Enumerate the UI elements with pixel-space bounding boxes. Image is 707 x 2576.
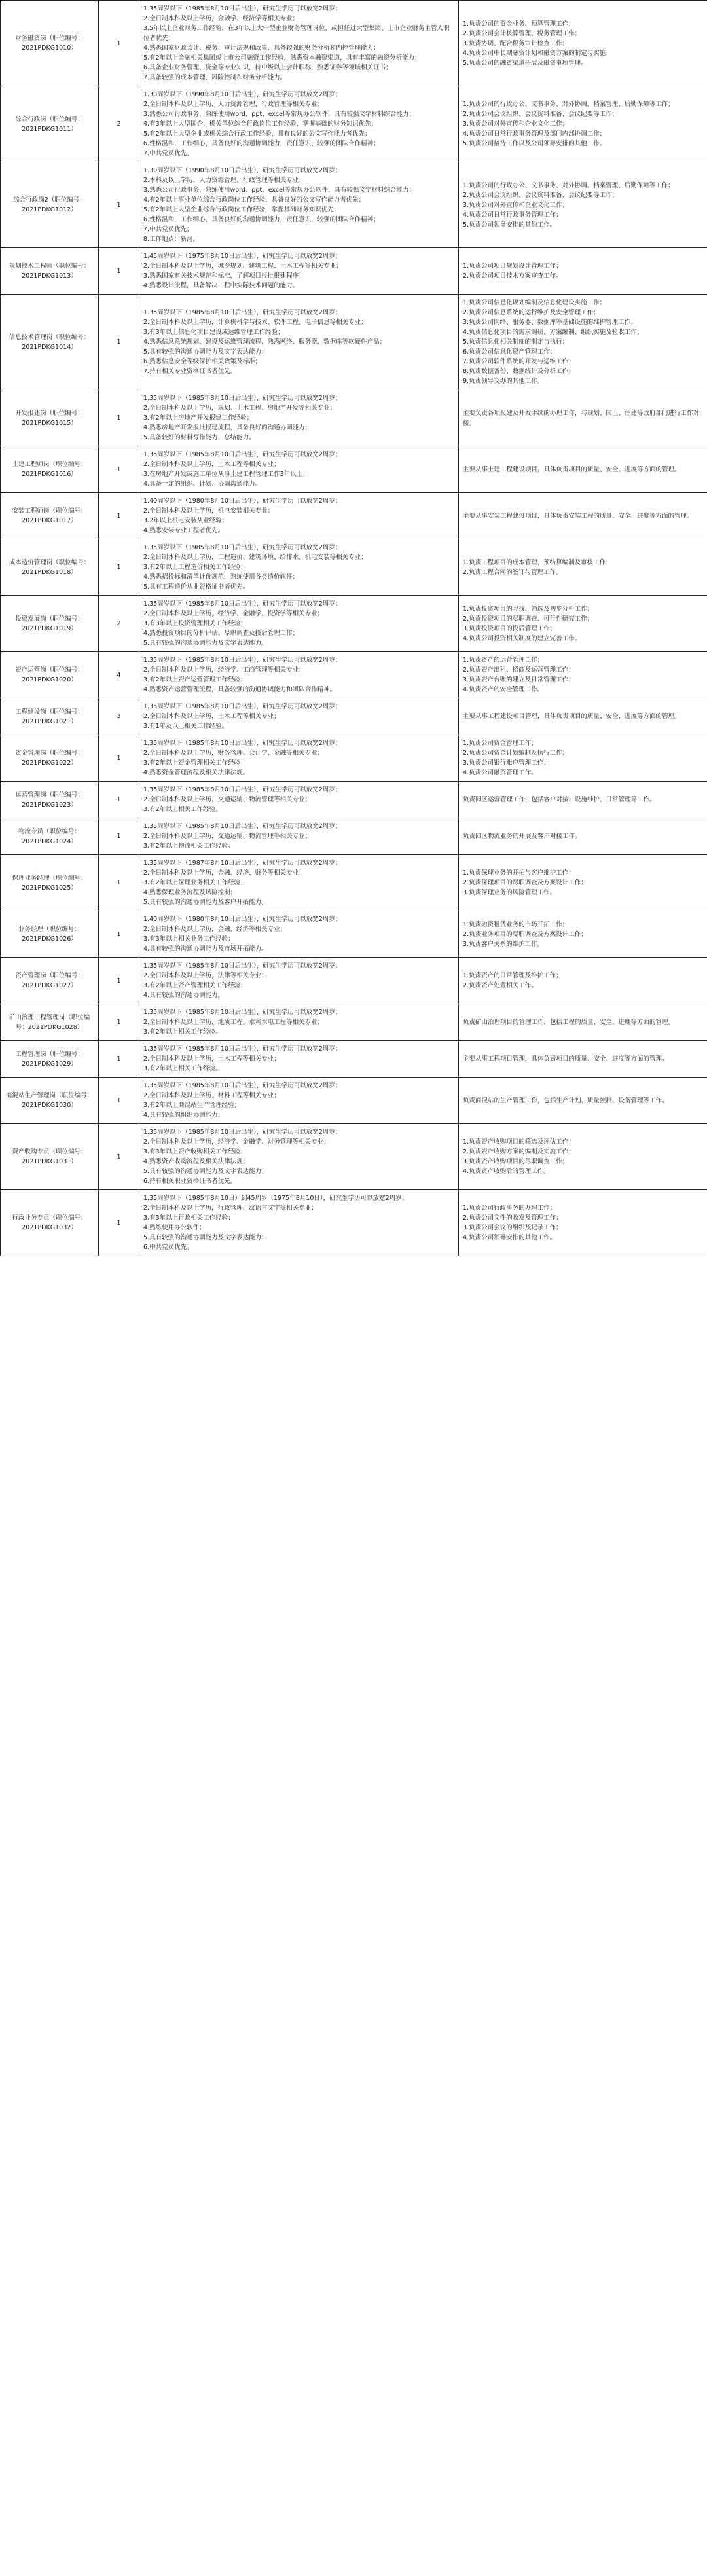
duty-line: 4.负责公司投资相关制度的建立完善工作。 [463,634,581,642]
duty-line: 1.负责公司的行政办公、文书事务、对外协调、档案管理、后勤保障等工作； [463,181,674,189]
duty-line: 4.负责公司日常行政事务管理工作； [463,211,562,219]
table-row [1,86,707,162]
position-name-cell: 商混站生产管理岗（职位编号：2021PDKG1030） [1,1078,99,1124]
duty-line: 8.负责数据备份、数据统计及分析工作； [463,368,575,375]
headcount-cell: 1 [99,248,139,295]
duty-line: 负责商混站的生产管理工作，包括生产计划、质量控制、设备管理等工作。 [463,1097,668,1104]
duties-cell [459,539,707,596]
requirement-line: 4.具备一定的组织、计划、协调沟通能力。 [143,481,262,488]
duty-line: 负责园区运营管理工作，包括客户对接、设施维护、日常管理等工作。 [463,796,656,803]
position-name-cell: 工程管理岗（职位编号：2021PDKG1029） [1,1041,99,1078]
requirement-line: 1.35周岁以下（1985年8月10日后出生），研究生学历可以放宽2周岁； [143,657,342,664]
duty-line: 6.负责公司信息化资产管理工作； [463,348,556,355]
requirement-line: 4.熟悉资金管理流程及相关法律法规。 [143,769,249,776]
job-table [0,0,707,1256]
duty-line: 2.负责公司项目技术方案审查工作。 [463,272,562,280]
headcount-cell: 1 [99,855,139,911]
requirements-cell [139,698,459,735]
requirement-line: 1.35周岁以下（1985年8月10日后出生），研究生学历可以放宽2周岁； [143,1129,342,1136]
requirements-cell [139,1,459,86]
requirements-cell [139,1004,459,1041]
requirement-line: 3.有3年以上资产收购相关工作经验； [143,1148,247,1155]
requirements-cell [139,818,459,855]
duty-line: 2.负责工程合同的签订与管理工作。 [463,568,562,576]
duty-line: 2.负责公司会计核算管理、税务管理工作； [463,29,581,37]
requirements-cell [139,596,459,652]
requirement-line: 4.有2年以上事业单位综合行政岗位工作经验，具备良好的公文写作能力者优先； [143,196,365,204]
duty-line: 主要从事工程建设项目管理，具体负责项目的质量、安全、进度等方面的管理。 [463,713,681,720]
duty-line: 3.负责公司会议的组织及记录工作； [463,1224,562,1231]
position-name-cell: 资产收购专员（职位编号：2021PDKG1031） [1,1124,99,1190]
requirement-line: 2.全日制本科及以上学历，金融、经济、财务等相关专业； [143,869,305,877]
requirement-line: 4.熟悉招投标和清单计价规范，熟练使用各类造价软件； [143,573,299,581]
headcount-cell: 1 [99,735,139,782]
duties-cell [459,735,707,782]
position-name-cell: 开发报建岗（职位编号：2021PDKG1015） [1,390,99,446]
requirement-line: 4.熟悉保理业务流程及风险控制； [143,889,237,896]
table-row [1,1078,707,1124]
duties-cell [459,782,707,818]
requirement-line: 1.35周岁以下（1985年8月10日后出生），研究生学历可以放宽2周岁； [143,962,342,970]
duty-line: 2.负责公司会议组织、会议资料准备、会议纪要等工作； [463,191,619,199]
duty-line: 5.负责信息化相关制度的制定与执行； [463,338,569,346]
requirement-line: 6.中共党员优先。 [143,1244,193,1251]
table-row [1,818,707,855]
duty-line: 4.负责公司日常行政事务管理及部门内部协调工作； [463,130,606,137]
requirement-line: 2.全日制本科及以上学历，经济学、金融学、财务管理等相关专业； [143,1138,330,1146]
requirement-line: 3.有3年以上相关业务工作经验； [143,935,234,943]
table-row [1,390,707,446]
requirement-line: 3.有3年以上行政相关工作经验； [143,1214,234,1222]
requirement-line: 3.有2年以上相关工作经验。 [143,1065,222,1072]
position-name-cell: 行政业务专员（职位编号：2021PDKG1032） [1,1190,99,1256]
headcount-cell: 1 [99,782,139,818]
duty-line: 4.负责公司融资管理工作。 [463,769,537,776]
table-row [1,1,707,86]
duty-line: 1.负责资产收购项目的筛选及评估工作； [463,1138,575,1146]
position-name-cell: 工程建设岗（职位编号：2021PDKG1021） [1,698,99,735]
duties-cell [459,911,707,958]
requirement-line: 5.具有较强的沟通协调能力及客户开拓能力。 [143,899,268,906]
duty-line: 2.负责公司文件的收发及管理工作； [463,1214,562,1222]
duties-cell [459,493,707,539]
requirement-line: 3.有2年以上房地产开发报建工作经验； [143,414,253,422]
headcount-cell: 1 [99,1078,139,1124]
duties-cell [459,1078,707,1124]
duties-cell [459,1124,707,1190]
duties-cell [459,698,707,735]
requirement-line: 1.40周岁以下（1980年8月10日后出生），研究生学历可以放宽2周岁； [143,498,342,505]
requirement-line: 3.有2年以上相关工作经验。 [143,1028,222,1036]
requirement-line: 2.全日制本科及以上学历，规划、土木工程、房地产开发等相关专业； [143,405,336,412]
requirements-cell [139,86,459,162]
requirement-line: 2.全日制本科及以上学历，交通运输、物流管理等相关专业； [143,833,312,840]
requirement-line: 2.全日制本科及以上学历，地质工程、水利水电工程等相关专业； [143,1019,324,1026]
headcount-cell: 1 [99,390,139,446]
requirement-line: 1.35周岁以下（1985年8月10日后出生），研究生学历可以放宽2周岁； [143,740,342,747]
duty-line: 5.负责公司接待工作以及公司领导安排的其他工作。 [463,140,606,147]
requirement-line: 4.熟悉设计流程，具备解决工程中实际技术问题的能力。 [143,282,299,289]
duty-line: 2.负责公司信息系统的运行维护及安全管理工作； [463,309,600,316]
requirement-line: 3.熟悉公司行政事务，熟练使用word、ppt、excel等常规办公软件，具有较强文字材料综合能力； [143,187,416,194]
requirement-line: 1.35周岁以下（1985年8月10日后出生），研究生学历可以放宽2周岁； [143,1082,342,1089]
duty-line: 2.负责资产出租、招商及运营管理工作； [463,666,575,674]
position-name-cell: 保理业务经理（职位编号：2021PDKG1025） [1,855,99,911]
requirement-line: 2.全日制本科及以上学历，土木工程等相关专业； [143,461,280,468]
headcount-cell: 1 [99,1190,139,1256]
duty-line: 4.负责资产的安全管理工作。 [463,686,544,693]
requirement-line: 1.35周岁以下（1987年8月10日后出生），研究生学历可以放宽2周岁； [143,860,342,867]
requirement-line: 3.熟悉公司行政事务，熟练使用word、ppt、excel等常规办公软件，具有较强文字材料综合能力； [143,111,416,118]
requirement-line: 3.有2年以上资产运营管理工作经验； [143,676,247,683]
requirement-line: 3.有2年以上相关工作经验。 [143,806,222,813]
duty-line: 主要从事工程项目管理，具体负责项目的质量、安全、进度等方面的管理。 [463,1055,668,1062]
table-row [1,295,707,390]
duty-line: 主要从事安装工程建设项目，具体负责安装工程的质量、安全、进度等方面的管理。 [463,512,693,520]
requirement-line: 5.具有较强的沟通协调能力及文字表达能力； [143,1168,268,1175]
duty-line: 1.负责资产的运营管理工作； [463,657,544,664]
requirement-line: 1.35周岁以下（1985年8月10日后出生），研究生学历可以放宽2周岁； [143,1009,342,1016]
requirement-line: 3.5年以上企业财务工作经验，在3年以上大中型企业财务管理岗位，或担任过大型集团、上市企业财务主管人职位者优先； [143,25,450,42]
requirement-line: 1.45周岁以下（1975年8月10日后出生），研究生学历可以放宽2周岁； [143,253,342,260]
duty-line: 1.负责公司项目规划设计管理工作； [463,263,562,270]
requirement-line: 4.熟悉信息系统规划、建设及运维管理流程，熟悉网络、服务器、数据库等软硬件产品； [143,338,386,346]
duty-line: 负责园区物流业务的开展及客户对接工作。 [463,833,581,840]
requirement-line: 2.全日制本科及以上学历，经济学、工商管理等相关专业； [143,666,305,674]
requirement-line: 2.全日制本科及以上学历，工程造价、建筑环境、给排水、机电安装等相关专业； [143,554,367,561]
requirement-line: 3.2年以上机电安装从业经验； [143,517,228,524]
position-name-cell: 规划技术工程师（职位编号：2021PDKG1013） [1,248,99,295]
requirement-line: 2.本科及以上学历，人力资源管理、行政管理等相关专业； [143,177,305,184]
requirements-cell [139,1124,459,1190]
requirement-line: 6.熟悉信息安全等级保护相关政策及标准； [143,358,262,365]
position-name-cell: 资产管理岗（职位编号：2021PDKG1027） [1,958,99,1004]
headcount-cell: 1 [99,493,139,539]
duty-line: 3.负责客户关系的维护工作。 [463,940,544,948]
duty-line: 1.负责资产的日常管理及维护工作； [463,972,562,979]
duty-line: 1.负责投资项目的寻找、筛选及初步分析工作； [463,605,594,613]
duty-line: 3.负责资产收购项目的尽职调查工作； [463,1158,569,1165]
table-row [1,911,707,958]
duties-cell [459,1041,707,1078]
requirement-line: 2.全日制本科及以上学历，计算机科学与技术、软件工程、电子信息等相关专业； [143,319,367,326]
duty-line: 1.负责公司的资金业务、预算管理工作； [463,20,575,27]
requirement-line: 2.全日制本科及以上学历，经济学、金融学、投资学等相关专业； [143,610,324,617]
requirement-line: 7.持有相关专业资格证书者优先。 [143,368,237,375]
requirement-line: 2.全日制本科及以上学历，土木工程等相关专业； [143,713,280,720]
requirement-line: 8.工作地点：新河。 [143,236,200,243]
duty-line: 3.负责公司对外宣传和企业文化工作； [463,201,569,209]
position-name-cell: 资产运营岗（职位编号：2021PDKG1020） [1,652,99,698]
duty-line: 3.负责公司对外宣传和企业文化工作； [463,120,569,128]
requirement-line: 5.有2年以上大型企业或机关综合行政工作经验，具有良好的公文写作能力者优先； [143,130,371,137]
table-row [1,596,707,652]
table-row [1,735,707,782]
duty-line: 1.负责公司行政事务的办理工作； [463,1205,556,1212]
duty-line: 3.负责保理业务的风险管理工作。 [463,889,556,896]
duty-line: 2.负责公司会议组织、会议资料准备、会议纪要等工作； [463,111,619,118]
requirement-line: 2.全日制本科及以上学历，行政管理、汉语言文学等相关专业； [143,1205,317,1212]
requirement-line: 3.在房地产开发或施工单位从事土建工程管理工作3年以上； [143,471,309,478]
headcount-cell: 1 [99,911,139,958]
table-row [1,652,707,698]
requirement-line: 1.35周岁以下（1985年8月10日后出生），研究生学历可以放宽2周岁； [143,5,342,12]
requirements-cell [139,855,459,911]
requirement-line: 3.有3年以上投资管理相关工作经验； [143,620,247,627]
requirement-line: 1.35周岁以下（1985年8月10日后出生），研究生学历可以放宽2周岁； [143,1045,342,1053]
duties-cell [459,162,707,248]
table-row [1,493,707,539]
requirement-line: 2.全日制本科及以上学历，交通运输、物流管理等相关专业； [143,796,312,803]
duty-line: 3.负责协调、配合税务审计检查工作； [463,39,569,47]
position-name-cell: 综合行政岗2（职位编号：2021PDKG1012） [1,162,99,248]
requirement-line: 2.全日制本科及以上学历，金融学、经济学等相关专业； [143,15,299,22]
requirement-line: 3.有2年以上资产管理相关工作经验； [143,982,247,989]
requirement-line: 1.40周岁以下（1980年8月10日后出生），研究生学历可以放宽2周岁； [143,916,342,923]
duty-line: 5.负责公司的融资渠道拓展及融资事项管理。 [463,59,587,67]
duty-line: 2.负责业务项目的尽职调查及方案设计工作； [463,930,587,938]
duties-cell [459,295,707,390]
requirement-line: 1.35周岁以下（1985年8月10日后出生），研究生学历可以放宽2周岁； [143,309,342,316]
table-row [1,539,707,596]
duties-cell [459,855,707,911]
requirement-line: 6.持有相关职业资格证书者优先。 [143,1178,237,1185]
duty-line: 2.负责资产处置相关工作。 [463,982,537,989]
duty-line: 4.负责公司中长期融资计划和融资方案的制定与实施； [463,49,612,57]
requirement-line: 6.具备企业财务管理、资金等专业知识，持中级以上会计职称，熟悉证券等领域相关证书； [143,64,392,71]
table-row [1,855,707,911]
requirement-line: 3.有2年以上保理业务相关工作经验； [143,879,247,886]
table-row [1,248,707,295]
position-name-cell: 土建工程师岗（职位编号：2021PDKG1016） [1,446,99,493]
requirement-line: 7.中共党员优先。 [143,150,193,157]
duty-line: 2.负责资产收购方案的编制及实施工作； [463,1148,575,1155]
duty-line: 7.负责公司软件系统的开发与运维工作； [463,358,575,365]
duties-cell [459,1,707,86]
duties-cell [459,446,707,493]
requirement-line: 3.有2年以上资金管理相关工作经验； [143,759,247,767]
requirement-line: 4.熟悉投资项目的分析评估、尽职调查及投后管理工作； [143,630,299,637]
requirements-cell [139,782,459,818]
position-name-cell: 成本造价管理岗（职位编号：2021PDKG1018） [1,539,99,596]
headcount-cell: 1 [99,539,139,596]
table-row [1,1124,707,1190]
duty-line: 4.负责公司领导安排的其他工作。 [463,1234,556,1241]
requirement-line: 3.有3年以上信息化项目建设或运维管理工作经验； [143,329,284,336]
duties-cell [459,1190,707,1256]
table-row [1,782,707,818]
table-row [1,698,707,735]
requirement-line: 2.全日制本科及以上学历，财务管理、会计学、金融等相关专业； [143,750,324,757]
requirement-line: 4.熟悉国家财政会计、税务、审计法规和政策，具备较强的财务分析和内控管理能力； [143,45,380,52]
requirement-line: 3.有1年及以上相关工作经验。 [143,723,228,730]
requirement-line: 4.具有较强的组织协调能力。 [143,1112,225,1119]
requirement-line: 3.有2年以上工程造价相关工作经验； [143,564,247,571]
duty-line: 3.负责投资项目的投后管理工作； [463,625,556,632]
requirement-line: 4.具有较强的沟通协调能力及市场开拓能力。 [143,945,268,952]
position-name-cell: 安装工程师岗（职位编号：2021PDKG1017） [1,493,99,539]
duty-line: 主要负责各项报建及开发手续的办理工作，与规划、国土、住建等政府部门进行工作对接。 [463,409,700,427]
headcount-cell: 2 [99,596,139,652]
requirement-line: 4.熟悉安装专业工程者优先。 [143,527,225,534]
table-row [1,1004,707,1041]
duty-line: 2.负责保理项目的尽职调查及方案设计工作； [463,879,587,886]
duty-line: 9.负责领导交办的其他工作。 [463,378,544,385]
duty-line: 4.负责信息化项目的需求调研、方案编制、组织实施及验收工作； [463,329,644,336]
requirements-cell [139,446,459,493]
position-name-cell: 资金管理岗（职位编号：2021PDKG1022） [1,735,99,782]
requirement-line: 1.30周岁以下（1990年8月10日后出生），研究生学历可以放宽2周岁； [143,91,342,98]
requirement-line: 2.全日制本科及以上学历，人力资源管理、行政管理等相关专业； [143,101,324,108]
requirements-cell [139,1078,459,1124]
duty-line: 1.负责融资租赁业务的市场开拓工作； [463,920,569,928]
duty-line: 1.负责保理业务的开拓与客户维护工作； [463,869,575,877]
duty-line: 5.负责公司领导安排的其他工作。 [463,221,556,228]
duty-line: 1.负责公司的行政办公、文书事务、对外协调、档案管理、后勤保障等工作； [463,101,674,108]
duties-cell [459,596,707,652]
requirement-line: 4.熟悉房地产开发报批报建流程，具备良好的沟通协调能力； [143,424,312,431]
requirements-cell [139,735,459,782]
requirement-line: 5.具有较强的沟通协调能力及文字表达能力。 [143,640,268,647]
table-row [1,1190,707,1256]
requirements-cell [139,911,459,958]
position-name-cell: 矿山治理工程管理岗（职位编号：2021PDKG1028） [1,1004,99,1041]
table-row [1,446,707,493]
duty-line: 2.负责公司资金计划编制及执行工作； [463,750,569,757]
requirement-line: 4.熟悉资产运营管理流程，具备较强的沟通协调能力和团队合作精神。 [143,686,336,693]
duty-line: 1.负责工程项目的成本管理、预结算编制及审核工作； [463,558,612,566]
duties-cell [459,958,707,1004]
requirements-cell [139,493,459,539]
requirements-cell [139,295,459,390]
requirement-line: 5.具有较强的沟通协调能力及文字表达能力； [143,348,268,355]
headcount-cell: 1 [99,162,139,248]
headcount-cell: 4 [99,652,139,698]
headcount-cell: 1 [99,446,139,493]
table-row [1,958,707,1004]
requirement-line: 4.有3年以上大型国企、机关单位综合行政岗位工作经验，掌握基础的财务知识优先； [143,120,378,128]
requirement-line: 5.有2年以上大型企业综合行政岗位工作经验，掌握基础财务知识优先； [143,206,340,213]
requirement-line: 1.30周岁以下（1990年8月10日后出生），研究生学历可以放宽2周岁； [143,167,342,174]
headcount-cell: 1 [99,1,139,86]
requirement-line: 5.具有较强的沟通协调能力及文字表达能力； [143,1234,268,1241]
duties-cell [459,818,707,855]
requirement-line: 2.全日制本科及以上学历，材料工程等相关专业； [143,1092,280,1099]
requirements-cell [139,248,459,295]
requirement-line: 1.35周岁以下（1985年8月10日）到45周岁（1975年8月10日），研究生学历可以放宽2周岁； [143,1195,408,1202]
duty-line: 2.负责投资项目的尽职调查、可行性研究工作； [463,615,594,623]
position-name-cell: 业务经理（职位编号：2021PDKG1026） [1,911,99,958]
requirement-line: 3.熟悉国家有关技术规范和标准，了解项目报批报建程序； [143,272,305,280]
requirement-line: 5.有2年以上金融相关集团或上市公司融资工作经验，熟悉资本融资渠道，具有丰富的融资分析能力； [143,54,421,62]
position-name-cell: 物流专员（职位编号：2021PDKG1024） [1,818,99,855]
position-name-cell: 投资发展岗（职位编号：2021PDKG1019） [1,596,99,652]
duties-cell [459,652,707,698]
headcount-cell: 1 [99,1004,139,1041]
requirement-line: 4.熟练使用办公软件； [143,1224,206,1231]
requirements-cell [139,539,459,596]
requirement-line: 2.全日制本科及以上学历，机电安装相关专业； [143,507,274,515]
duty-line: 3.负责公司银行账户管理工作； [463,759,550,767]
headcount-cell: 2 [99,86,139,162]
duties-cell [459,248,707,295]
position-name-cell: 信息技术管理岗（职位编号：2021PDKG1014） [1,295,99,390]
duties-cell [459,1004,707,1041]
requirement-line: 1.35周岁以下（1985年8月10日后出生），研究生学历可以放宽2周岁； [143,451,342,458]
table-row [1,1041,707,1078]
position-name-cell: 财务融资岗（职位编号：2021PDKG1010） [1,1,99,86]
requirement-line: 1.35周岁以下（1985年8月10日后出生），研究生学历可以放宽2周岁； [143,786,342,793]
requirement-line: 7.中共党员优先； [143,226,193,233]
duty-line: 3.负责公司网络、服务器、数据库等基础设施的维护管理工作； [463,319,637,326]
duty-line: 主要从事土建工程建设项目，具体负责项目的质量、安全、进度等方面的管理。 [463,465,681,473]
position-name-cell: 运营管理岗（职位编号：2021PDKG1023） [1,782,99,818]
requirements-cell [139,162,459,248]
headcount-cell: 1 [99,818,139,855]
requirement-line: 2.全日制本科及以上学历，土木工程等相关专业； [143,1055,280,1062]
requirement-line: 2.全日制本科及以上学历，法律等相关专业； [143,972,268,979]
requirement-line: 6.性格温和，工作细心，具备良好的沟通协调能力，责任意识，较强的团队合作精神； [143,216,380,223]
table-row [1,162,707,248]
duties-cell [459,86,707,162]
requirement-line: 3.有2年以上物流相关工作经验。 [143,843,234,850]
requirement-line: 1.35周岁以下（1985年8月10日后出生），研究生学历可以放宽2周岁； [143,823,342,830]
requirement-line: 4.具有较强的沟通协调能力。 [143,992,225,999]
requirements-cell [139,390,459,446]
duties-cell [459,390,707,446]
requirement-line: 3.有2年以上商混站生产管理经验； [143,1102,241,1109]
requirement-line: 6.性格温和，工作细心，具备良好的沟通协调能力，责任意识、较强的团队合作精神； [143,140,380,147]
requirements-cell [139,652,459,698]
requirements-cell [139,958,459,1004]
requirements-cell [139,1190,459,1256]
headcount-cell: 1 [99,295,139,390]
duty-line: 负责矿山治理项目的管理工作，包括工程的质量、安全、进度等方面的管理。 [463,1019,675,1026]
headcount-cell: 1 [99,1124,139,1190]
requirement-line: 1.35周岁以下（1985年8月10日后出生），研究生学历可以放宽2周岁； [143,544,342,551]
requirement-line: 7.具备较强的成本管理、风险控制和财务分析能力。 [143,74,287,81]
requirements-cell [139,1041,459,1078]
duty-line: 1.负责公司信息化规划编制及信息化建设实施工作； [463,299,606,306]
requirement-line: 5.具备较好的材料写作能力、总结能力。 [143,434,255,441]
requirement-line: 4.熟悉资产收购流程及相关法律法规； [143,1158,249,1165]
duty-line: 4.负责资产收购后的管理工作。 [463,1168,550,1175]
headcount-cell: 1 [99,1041,139,1078]
requirement-line: 1.35周岁以下（1985年8月10日后出生），研究生学历可以放宽2周岁； [143,395,342,402]
duty-line: 1.负责公司资金管理工作； [463,740,537,747]
requirement-line: 5.具有工程造价从业资格证书者优先。 [143,583,249,590]
headcount-cell: 1 [99,958,139,1004]
requirement-line: 1.35周岁以下（1985年8月10日后出生），研究生学历可以放宽2周岁； [143,703,342,710]
position-name-cell: 综合行政岗（职位编号：2021PDKG1011） [1,86,99,162]
requirement-line: 2.全日制本科及以上学历，城乡规划、建筑工程、土木工程等相关专业； [143,263,342,270]
duty-line: 3.负责资产台账的建立及日常管理工作； [463,676,575,683]
headcount-cell: 3 [99,698,139,735]
requirement-line: 2.全日制本科及以上学历，金融、经济等相关专业； [143,926,287,933]
requirement-line: 1.35周岁以下（1985年8月10日后出生），研究生学历可以放宽2周岁； [143,600,342,608]
